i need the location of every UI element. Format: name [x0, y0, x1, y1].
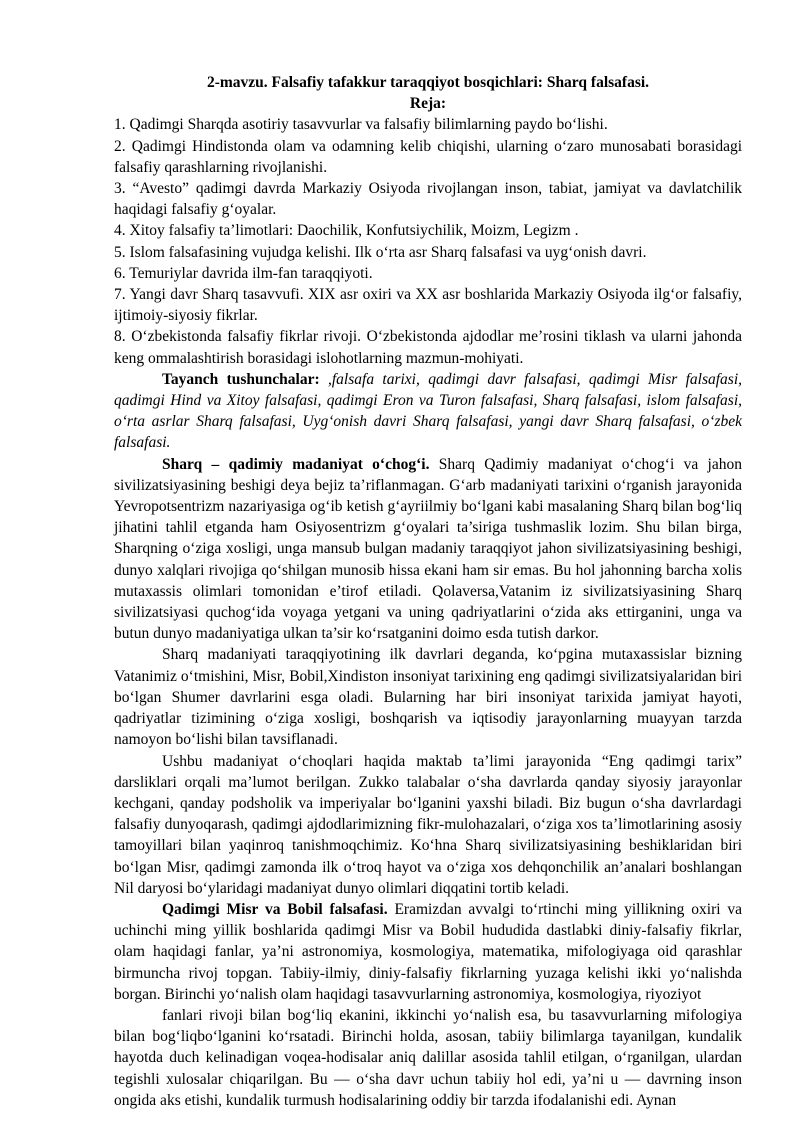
section-egypt-heading: Qadimgi Misr va Bobil falsafasi. [162, 900, 388, 918]
key-concepts-text: ,falsafa tarixi, qadimgi davr falsafasi, qadimgi Misr falsafasi, qadimgi Hind va Xitoy falsafasi, qadimgi Eron va Turon falsafasi, Sharq falsafasi, islom falsafasi, o‘rta asrlar Sharq falsafasi, Uyg‘onish davri Sharq falsafasi, yangi davr Sharq falsafasi, o‘zbek falsafasi. [114, 370, 743, 452]
plan-item: 1. Qadimgi Sharqda asotiriy tasavvurlar va falsafiy bilimlarning paydo bo‘lishi. [114, 116, 608, 134]
section-east-text: Sharq Qadimiy madaniyat o‘chog‘i va jahon sivilizatsiyasining beshigi deya bejiz ta’riflanmagan. G‘arb madaniyati tarixini o‘rganish jarayonida Yevropotsentrizm nazariyasiga og‘ib ketish g‘ayriilmiy bo‘lgani kabi masalaning Sharq bilan bog‘liq jihatini tahlil etganda ham Osiyosentrizm g‘oyalari ta’siriga tushmaslik lozim. Shu bilan birga, Sharqning o‘ziga xosligi, unga mansub bulgan madaniy taraqqiyot jahon sivilizatsiyasining beshigi, dunyo xalqlari rivojiga qo‘shilgan munosib hissa ekani ham sir emas. Bu hol jahonning barcha xolis mutaxassis olimlari tomonidan e’tirof etiladi. Qolaversa,Vatanim iz sivilizatsiyasining Sharq sivilizatsiyasi quchog‘ida voyaga yetgani va uning qadriyatlarini o‘zida aks ettirganini, unga va butun dunyo madaniyatiga ulkan ta’sir ko‘rsatganini doimo esda tutish darkor. [114, 455, 742, 643]
plan-item: 5. Islom falsafasining vujudga kelishi. Ilk o‘rta asr Sharq falsafasi va uyg‘onish davri. [114, 243, 647, 261]
key-concepts-paragraph [114, 369, 742, 454]
body-paragraph: fanlari rivoji bilan bog‘liq ekanini, ikkinchi yo‘nalish esa, bu tasavvurlarning mifologiya bilan bog‘liqbo‘lganini ko‘rsatadi. Birinchi holda, asosan, tabiiy bilimlarga tayanilgan, kundalik hayotda duch kelinadigan voqea-hodisalar aniq dalillar asosida tahlil etilgan, o‘rganilgan, ulardan tegishli xulosalar chiqarilgan. Bu — o‘sha davr uchun tabiiy hol edi, ya’ni u — davrning inson ongida aks etishi, kundalik turmush hodisalarining oddiy bir tarzda ifodalanishi edi. Aynan [114, 1006, 742, 1109]
section-egypt-text: Eramizdan avvalgi to‘rtinchi ming yillikning oxiri va uchinchi ming yillik boshlarida qadimgi Misr va Bobil hududida dastlabki diniy-falsafiy fikrlar, olam haqidagi fanlar, ya’ni astronomiya, kosmologiya, matematika, mifologiyaga oid qarashlar birmuncha rivoj topgan. Tabiiy-ilmiy, diniy-falsafiy fikrlarning yuzaga kelishi ikki yo‘nalishda borgan. Birinchi yo‘nalish olam haqidagi tasavvurlarning astronomiya, kosmologiya, riyoziyot [114, 900, 743, 1003]
section-east-heading: Sharq – qadimiy madaniyat o‘chog‘i. [162, 455, 430, 473]
plan-item: 2. Qadimgi Hindistonda olam va odamning kelib chiqishi, ularning o‘zaro munosabati borasidagi falsafiy qarashlarning rivojlanishi. [114, 137, 742, 176]
plan-list [114, 114, 742, 368]
body-paragraph: Ushbu madaniyat o‘choqlari haqida maktab ta’limi jarayonida “Eng qadimgi tarix” darsliklari orqali ma’lumot berilgan. Zukko talabalar o‘sha davrlarda qanday siyosiy jarayonlar kechgani, qanday podsholik va imperiyalar bo‘lganini yaxshi biladi. Biz bugun o‘sha davrlardagi falsafiy dunyoqarash, qadimgi ajdodlarimizning fikr-mulohazalari, o‘ziga xos ta’limotlarining asosiy tamoyillari bilan yaqinroq tanishmoqchimiz. Ko‘hna Sharq sivilizatsiyasining beshiklaridan biri bo‘lgan Misr, qadimgi zamonda ilk o‘troq hayot va o‘ziga xos dehqonchilik an’analari boshlangan Nil daryosi bo‘ylaridagi madaniyat dunyo olimlari diqqatini tortib keladi. [114, 752, 742, 897]
plan-item: 4. Xitoy falsafiy ta’limotlari: Daochilik, Konfutsiychilik, Moizm, Legizm . [114, 222, 579, 240]
plan-item: 3. “Avesto” qadimgi davrda Markaziy Osiyoda rivojlangan inson, tabiat, jamiyat va davlatchilik haqidagi falsafiy g‘oyalar. [114, 180, 742, 219]
section-east-paragraph [114, 454, 742, 645]
plan-item: 7. Yangi davr Sharq tasavvufi. XIX asr oxiri va XX asr boshlarida Markaziy Osiyoda ilg‘or falsafiy, ijtimoiy-siyosiy fikrlar. [114, 286, 742, 325]
document-page [114, 72, 742, 1111]
section-egypt-paragraph [114, 899, 742, 1005]
body-paragraph: Sharq madaniyati taraqqiyotining ilk davrlari deganda, ko‘pgina mutaxassislar bizning Vatanimiz o‘tmishini, Misr, Bobil,Xindiston insoniyat tarixining eng qadimgi sivilizatsiyalaridan biri bo‘lgan Shumer davrlarini esga oladi. Bularning har biri insoniyat tarixida jamiyat hayoti, qadriyatlar tizimining o‘ziga xosligi, boshqarish va iqtisodiy jarayonlarning muayyan tarzda namoyon bo‘lishi bilan tavsiflanadi. [114, 646, 742, 749]
document-title: 2-mavzu. Falsafiy tafakkur taraqqiyot bosqichlari: Sharq falsafasi. [206, 74, 650, 91]
key-concepts-label: Tayanch tushunchalar: [162, 370, 320, 388]
plan-heading: Reja: [409, 95, 447, 113]
plan-item: 6. Temuriylar davrida ilm-fan taraqqiyoti. [114, 264, 373, 282]
plan-item: 8. O‘zbekistonda falsafiy fikrlar rivoji. O‘zbekistonda ajdodlar me’rosini tiklash va ularni jahonda keng ommalashtirish borasidagi islohotlarning mazmun-mohiyati. [114, 328, 742, 367]
